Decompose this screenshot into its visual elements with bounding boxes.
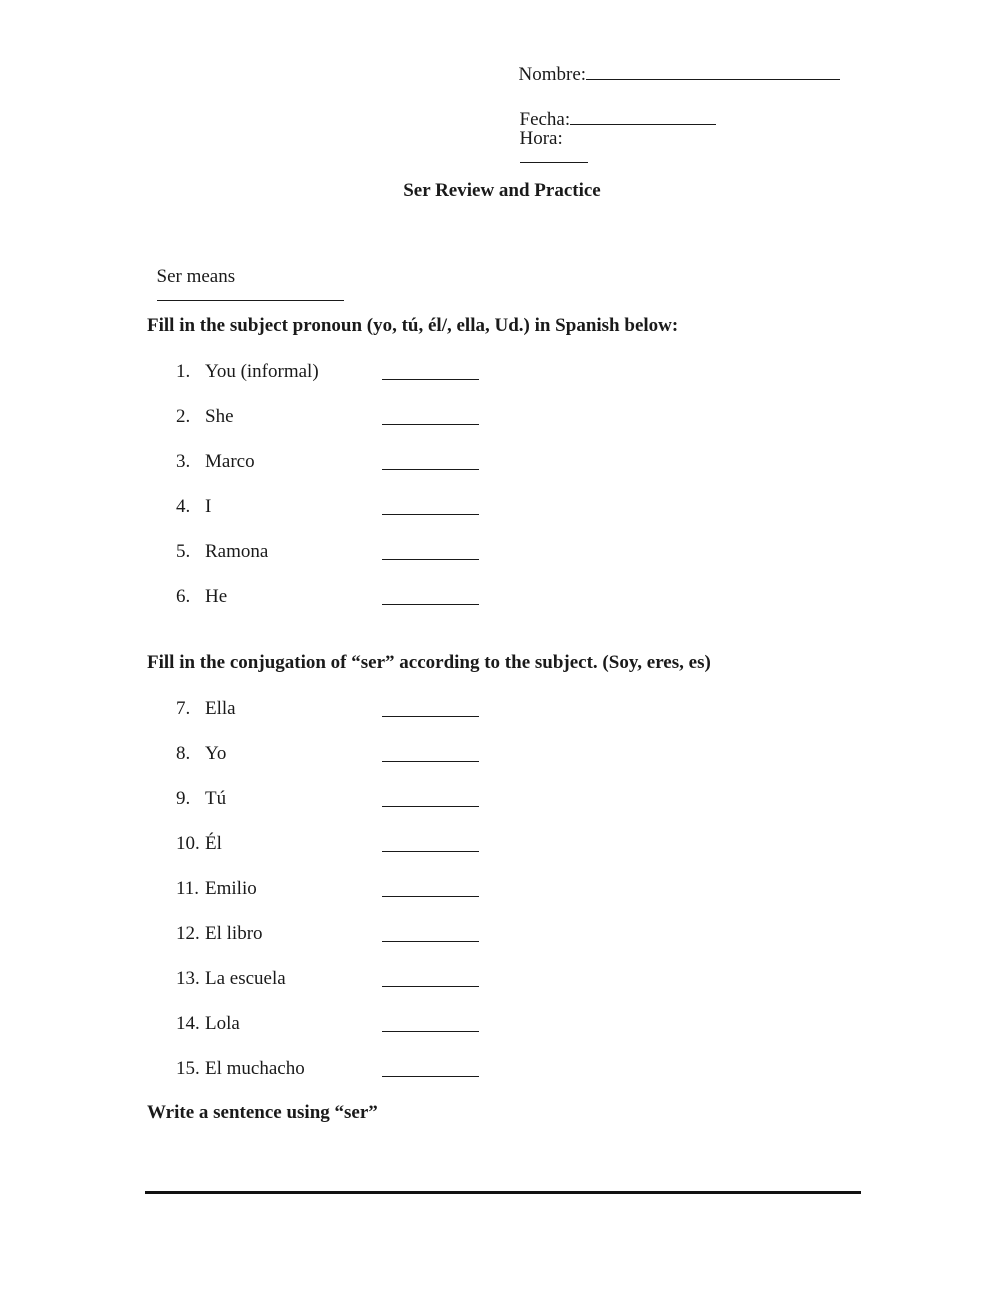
section2-instruction: Fill in the conjugation of “ser” according to the subject. (Soy, eres, es) bbox=[147, 652, 711, 673]
item-number: 9. bbox=[176, 788, 191, 809]
item-subject: Tú bbox=[205, 788, 227, 809]
date-time-fields bbox=[510, 91, 716, 167]
answer-blank[interactable] bbox=[382, 806, 479, 807]
item-number: 6. bbox=[176, 586, 191, 607]
answer-blank[interactable] bbox=[382, 941, 479, 942]
item-subject: Ramona bbox=[205, 541, 269, 562]
time-blank[interactable] bbox=[520, 148, 588, 163]
item-number: 11. bbox=[176, 878, 200, 899]
item-subject: Lola bbox=[205, 1013, 240, 1034]
item-number: 13. bbox=[176, 968, 200, 989]
list-item bbox=[0, 496, 1000, 520]
answer-blank[interactable] bbox=[382, 716, 479, 717]
list-item bbox=[0, 878, 1000, 902]
item-subject: He bbox=[205, 586, 228, 607]
name-blank[interactable] bbox=[586, 65, 840, 80]
item-number: 15. bbox=[176, 1058, 200, 1079]
item-subject: Marco bbox=[205, 451, 255, 472]
answer-blank[interactable] bbox=[382, 896, 479, 897]
name-field[interactable] bbox=[509, 46, 840, 84]
list-item bbox=[0, 361, 1000, 385]
item-number: 3. bbox=[176, 451, 191, 472]
item-subject: You (informal) bbox=[205, 361, 319, 382]
list-item bbox=[0, 406, 1000, 430]
item-number: 1. bbox=[176, 361, 191, 382]
answer-blank[interactable] bbox=[382, 379, 479, 380]
page-title: Ser Review and Practice bbox=[403, 180, 601, 201]
answer-blank[interactable] bbox=[382, 424, 479, 425]
item-number: 14. bbox=[176, 1013, 200, 1034]
ser-means-blank[interactable] bbox=[157, 286, 344, 301]
item-subject: El libro bbox=[205, 923, 263, 944]
list-item bbox=[0, 451, 1000, 475]
sentence-answer-line[interactable] bbox=[145, 1191, 861, 1194]
list-item bbox=[0, 1058, 1000, 1082]
item-number: 8. bbox=[176, 743, 191, 764]
name-label: Nombre: bbox=[518, 64, 587, 85]
item-number: 12. bbox=[176, 923, 200, 944]
item-number: 4. bbox=[176, 496, 191, 517]
item-subject: Ella bbox=[205, 698, 236, 719]
list-item bbox=[0, 833, 1000, 857]
item-number: 7. bbox=[176, 698, 191, 719]
item-subject: Él bbox=[205, 833, 222, 854]
list-item bbox=[0, 698, 1000, 722]
list-item bbox=[0, 743, 1000, 767]
item-subject: Yo bbox=[205, 743, 227, 764]
answer-blank[interactable] bbox=[382, 559, 479, 560]
section3-instruction: Write a sentence using “ser” bbox=[147, 1102, 378, 1123]
list-item bbox=[0, 541, 1000, 565]
answer-blank[interactable] bbox=[382, 761, 479, 762]
item-number: 2. bbox=[176, 406, 191, 427]
answer-blank[interactable] bbox=[382, 1076, 479, 1077]
date-blank[interactable] bbox=[570, 110, 716, 125]
item-number: 10. bbox=[176, 833, 200, 854]
date-label: Fecha: bbox=[519, 109, 571, 130]
list-item bbox=[0, 968, 1000, 992]
list-item bbox=[0, 923, 1000, 947]
answer-blank[interactable] bbox=[382, 1031, 479, 1032]
item-subject: She bbox=[205, 406, 234, 427]
list-item bbox=[0, 586, 1000, 610]
answer-blank[interactable] bbox=[382, 604, 479, 605]
list-item bbox=[0, 788, 1000, 812]
section1-instruction: Fill in the subject pronoun (yo, tú, él/, ella, Ud.) in Spanish below: bbox=[147, 315, 679, 336]
item-subject: El muchacho bbox=[205, 1058, 305, 1079]
time-label: Hora: bbox=[519, 128, 563, 149]
answer-blank[interactable] bbox=[382, 514, 479, 515]
answer-blank[interactable] bbox=[382, 851, 479, 852]
item-subject: I bbox=[205, 496, 212, 517]
list-item bbox=[0, 1013, 1000, 1037]
item-subject: La escuela bbox=[205, 968, 286, 989]
ser-means-label: Ser means bbox=[156, 266, 236, 287]
ser-means-field bbox=[147, 248, 344, 305]
answer-blank[interactable] bbox=[382, 469, 479, 470]
answer-blank[interactable] bbox=[382, 986, 479, 987]
item-number: 5. bbox=[176, 541, 191, 562]
item-subject: Emilio bbox=[205, 878, 257, 899]
